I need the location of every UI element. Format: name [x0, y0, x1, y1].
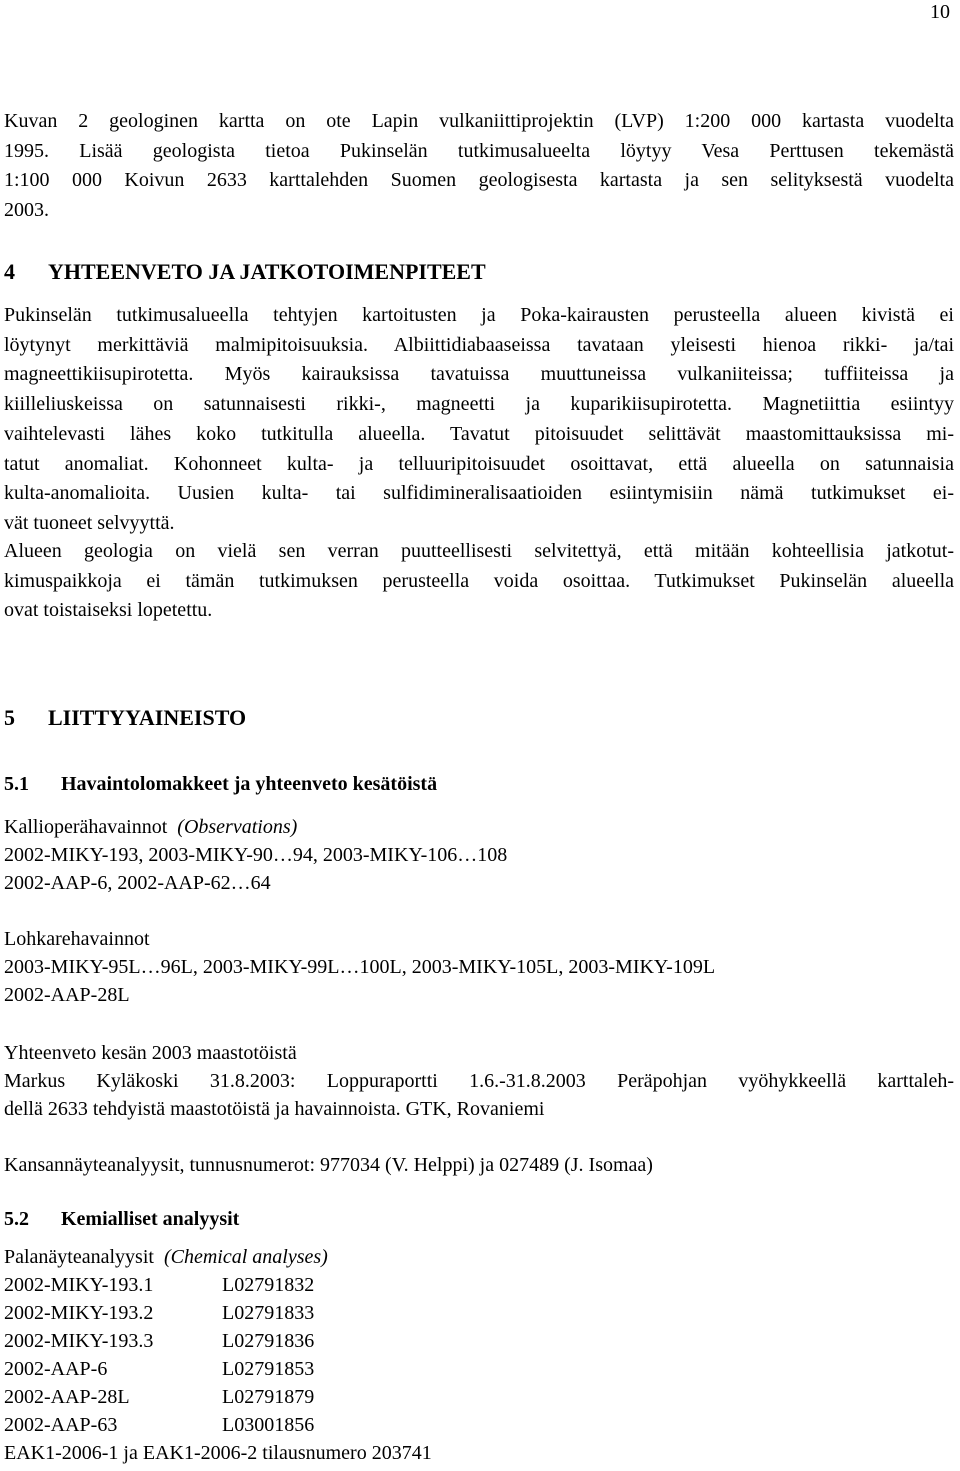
- analyses-label: Palanäyteanalyysit: [4, 1246, 154, 1268]
- sample-id: 2002-MIKY-193.3: [4, 1330, 154, 1352]
- summary-line: kiilleliuskeissa on satunnaisesti rikki-, magneetti ja kuparikiisupirotetta. Magnetiittia esiintyy: [4, 393, 954, 416]
- summary-line: kulta-anomalioita. Uusien kulta- tai sulfidimineralisaatioiden esiintymisiin nämä tutkimukset ei-: [4, 482, 954, 505]
- summary-line: löytynyt merkittäviä malmipitoisuuksia. Albiittidiabaaseissa tavataan yleisesti hienoa rikki- ja/tai: [4, 333, 954, 356]
- intro-line: 1995. Lisää geologista tietoa Pukinselän tutkimusalueelta löytyy Vesa Perttusen tekemästä: [4, 139, 954, 162]
- sample-id: 2002-AAP-63: [4, 1414, 118, 1436]
- fieldwork-summary-block: [4, 1039, 954, 1123]
- boulder-line: 2002-AAP-28L: [4, 984, 130, 1006]
- observations-heading: [4, 813, 507, 841]
- table-row: [4, 1327, 314, 1355]
- observations-label-en: (Observations): [177, 816, 298, 838]
- analyses-heading: [4, 1243, 328, 1271]
- analyses-table: [4, 1271, 314, 1439]
- intro-line: 2003.: [4, 199, 49, 222]
- subsection-5-1-heading: [4, 771, 437, 797]
- public-samples-line: Kansannäyteanalyysit, tunnusnumerot: 977034 (V. Helppi) ja 027489 (J. Isomaa): [4, 1154, 653, 1176]
- table-row: [4, 1411, 314, 1439]
- page-number: 10: [930, 1, 950, 23]
- analyses-label-en: (Chemical analyses): [163, 1246, 328, 1268]
- boulder-block: [4, 925, 715, 1009]
- intro-paragraph: [4, 107, 954, 226]
- subsection-5-2-title: Kemialliset analyysit: [61, 1208, 240, 1230]
- analysis-code: L02791853: [222, 1358, 315, 1380]
- analysis-code: L02791832: [222, 1274, 315, 1296]
- sample-id: 2002-MIKY-193.1: [4, 1274, 154, 1296]
- table-row: [4, 1383, 314, 1411]
- observations-label: Kallioperähavainnot: [4, 816, 168, 838]
- analysis-code: L02791879: [222, 1386, 315, 1408]
- conclusion-line: Alueen geologia on vielä sen verran puutteellisesti selvitettyä, että mitään kohteellisia jatkotut-: [4, 540, 954, 562]
- order-number-line: EAK1-2006-1 ja EAK1-2006-2 tilausnumero 203741: [4, 1442, 432, 1464]
- sample-id: 2002-AAP-28L: [4, 1386, 130, 1408]
- boulder-line: 2003-MIKY-95L…96L, 2003-MIKY-99L…100L, 2003-MIKY-105L, 2003-MIKY-109L: [4, 956, 716, 978]
- sample-id: 2002-MIKY-193.2: [4, 1302, 154, 1324]
- section-5-title: LIITTYYAINEISTO: [48, 705, 247, 730]
- table-row: [4, 1355, 314, 1383]
- summary-paragraph: [4, 301, 954, 539]
- public-samples-block: [4, 1151, 653, 1179]
- section-4-title: YHTEENVETO JA JATKOTOIMENPITEET: [48, 259, 486, 284]
- observations-line: 2002-MIKY-193, 2003-MIKY-90…94, 2003-MIKY-106…108: [4, 844, 508, 866]
- fieldwork-summary-line: dellä 2633 tehdyistä maastotöistä ja havainnoista. GTK, Rovaniemi: [4, 1098, 545, 1120]
- summary-line: tatut anomaliat. Kohonneet kulta- ja telluuripitoisuudet osoittavat, että alueella on satunnaisia: [4, 452, 954, 475]
- section-4-number: 4: [4, 259, 15, 284]
- analysis-code: L02791836: [222, 1330, 315, 1352]
- section-5-number: 5: [4, 705, 15, 730]
- observations-block: [4, 813, 507, 897]
- section-5-heading: [4, 704, 246, 732]
- boulder-label: Lohkarehavainnot: [4, 928, 150, 950]
- fieldwork-summary-line: Markus Kyläkoski 31.8.2003: Loppuraportti 1.6.-31.8.2003 Peräpohjan vyöhykkeellä karttaleh-: [4, 1070, 954, 1092]
- table-row: [4, 1271, 314, 1299]
- subsection-5-1-number: 5.1: [4, 773, 29, 795]
- section-4-heading: [4, 258, 486, 286]
- intro-line: Kuvan 2 geologinen kartta on ote Lapin vulkaniittiprojektin (LVP) 1:200 000 kartasta vuodelta: [4, 110, 954, 132]
- conclusion-line: ovat toistaiseksi lopetettu.: [4, 599, 213, 622]
- fieldwork-summary-label: Yhteenveto kesän 2003 maastotöistä: [4, 1042, 297, 1064]
- table-row: [4, 1299, 314, 1327]
- analysis-code: L03001856: [222, 1414, 315, 1436]
- subsection-5-1-title: Havaintolomakkeet ja yhteenveto kesätöistä: [61, 773, 438, 795]
- summary-line: magneettikiisupirotetta. Myös kairauksissa tavatuissa muuttuneissa vulkaniiteissa; tuffiiteissa ja: [4, 363, 954, 386]
- subsection-5-2-number: 5.2: [4, 1208, 29, 1230]
- observations-line: 2002-AAP-6, 2002-AAP-62…64: [4, 872, 271, 894]
- summary-line: Pukinselän tutkimusalueella tehtyjen kartoitusten ja Poka-kairausten perusteella alueen kivistä ei: [4, 304, 954, 326]
- analysis-code: L02791833: [222, 1302, 315, 1324]
- summary-line: vaihtelevasti lähes koko tutkitulla alueella. Tavatut pitoisuudet selittävät maastomittauksissa mi-: [4, 422, 954, 445]
- subsection-5-2-heading: [4, 1206, 239, 1232]
- analyses-heading-block: [4, 1243, 328, 1271]
- sample-id: 2002-AAP-6: [4, 1358, 108, 1380]
- conclusion-line: kimuspaikkoja ei tämän tutkimuksen perusteella voida osoittaa. Tutkimukset Pukinselän alueella: [4, 569, 954, 592]
- intro-line: 1:100 000 Koivun 2633 karttalehden Suomen geologisesta kartasta ja sen selityksestä vuodelta: [4, 169, 954, 192]
- conclusion-paragraph: [4, 537, 954, 626]
- summary-line: vät tuoneet selvyyttä.: [4, 511, 175, 534]
